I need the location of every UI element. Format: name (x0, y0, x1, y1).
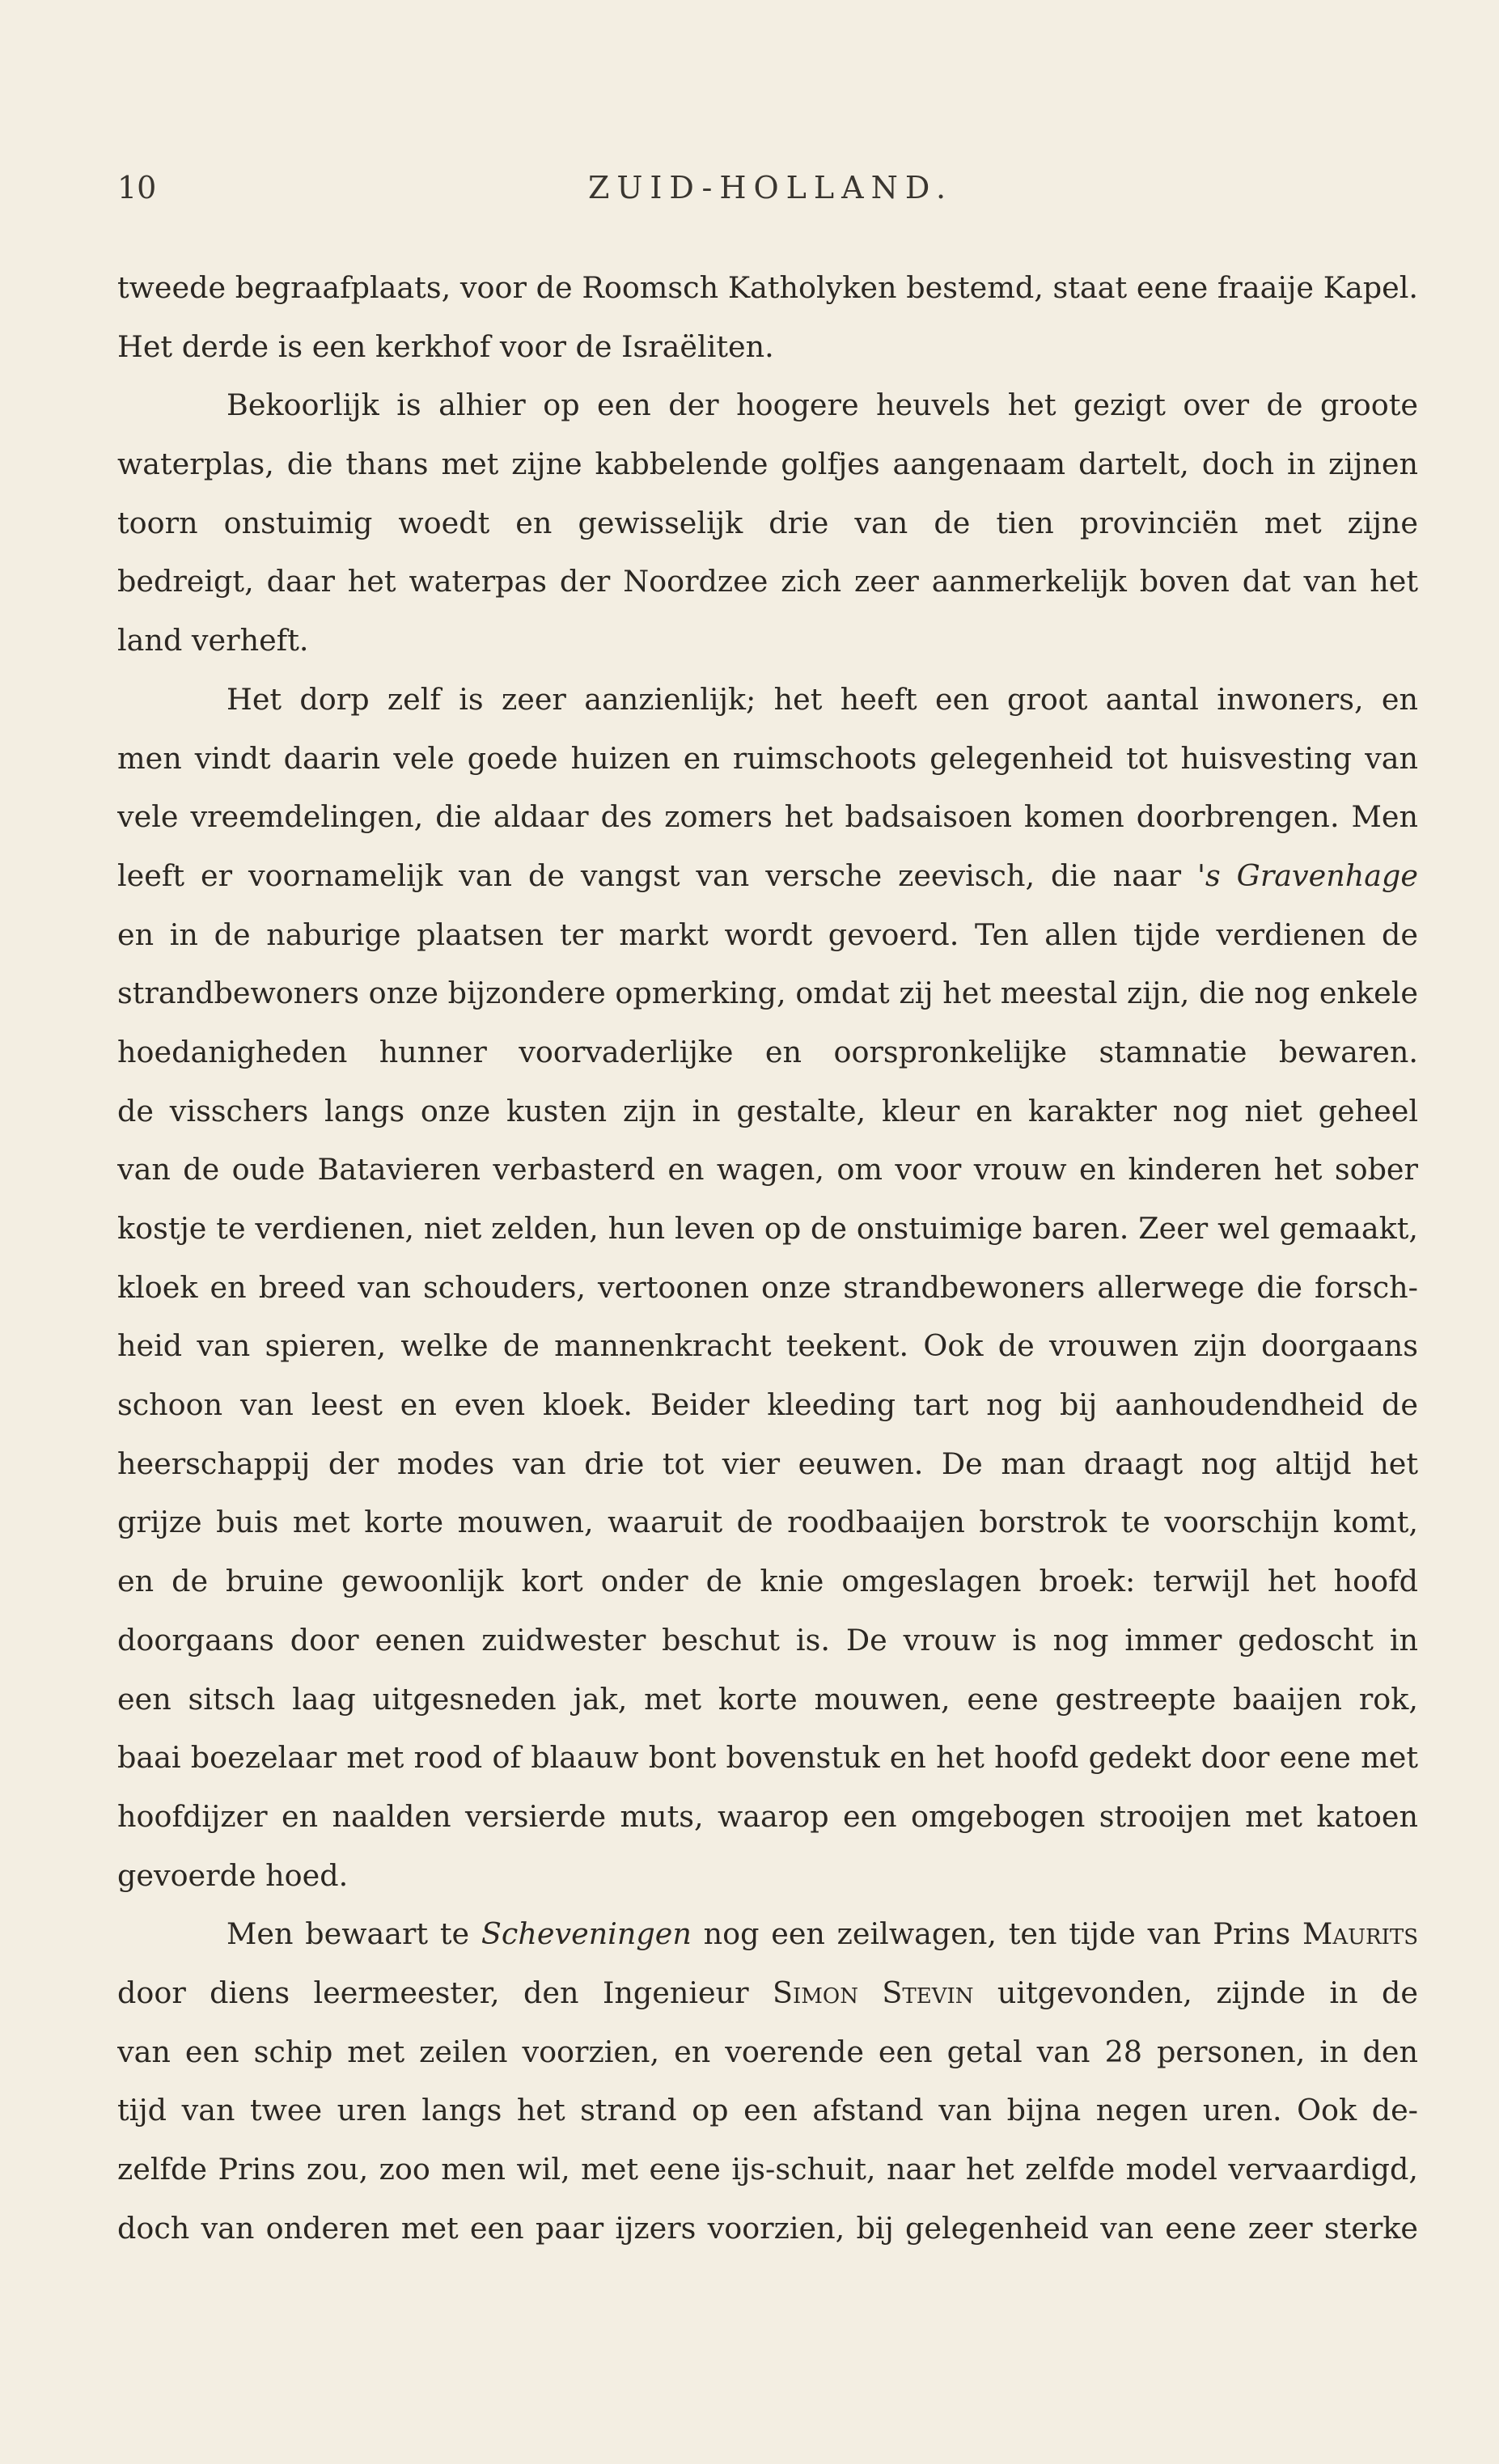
text-line: van de oude Batavieren verbasterd en wagen, om voor vrouw en kinderen het sober (117, 1152, 1418, 1188)
text-line: land verheft. (117, 623, 309, 658)
text-line: en de bruine gewoonlijk kort onder de knie omgeslagen broek: terwijl het hoofd (117, 1564, 1418, 1599)
person-name: Simon Stevin (773, 1975, 974, 2010)
running-title: ZUID-HOLLAND. (587, 170, 954, 205)
text-line: heerschappij der modes van drie tot vier eeuwen. De man draagt nog altijd het (117, 1446, 1418, 1481)
text-line: tweede begraafplaats, voor de Roomsch Katholyken bestemd, staat eene fraaije Kapel. (117, 270, 1418, 305)
text-line: vele vreemdelingen, die aldaar des zomers het badsaisoen komen doorbrengen. Men (117, 799, 1418, 835)
page-header (117, 170, 1424, 218)
place-name: Scheveningen (481, 1916, 692, 1952)
text-segment: door diens leermeester, den Ingenieur (117, 1975, 749, 2010)
text-line: Het derde is een kerkhof voor de Israëliten. (117, 328, 774, 364)
text-segment: leeft er voornamelijk van de vangst van versche zeevisch, die naar (117, 857, 1182, 893)
text-line: doch van onderen met een paar ijzers voorzien, bij gelegenheid van eene zeer sterke (117, 2210, 1418, 2246)
text-line: een sitsch laag uitgesneden jak, met korte mouwen, eene gestreepte baaijen rok, (117, 1681, 1418, 1717)
text-line: zelfde Prins zou, zoo men wil, met eene ijs-schuit, naar het zelfde model vervaardigd, (117, 2152, 1418, 2187)
text-line: baai boezelaar met rood of blaauw bont bovenstuk en het hoofd gedekt door eene met (117, 1740, 1418, 1776)
text-line: de visschers langs onze kusten zijn in gestalte, kleur en karakter nog niet geheel (117, 1093, 1418, 1128)
text-line: bedreigt, daar het waterpas der Noordzee zich zeer aanmerkelijk boven dat van het (117, 564, 1418, 599)
text-line: heid van spieren, welke de mannenkracht teekent. Ook de vrouwen zijn doorgaans (117, 1328, 1418, 1364)
text-line: toorn onstuimig woedt en gewisselijk drie van de tien provinciën met zijne (117, 505, 1418, 540)
text-line: kloek en breed van schouders, vertoonen onze strandbewoners allerwege die forsch- (117, 1269, 1418, 1305)
text-line: doorgaans door eenen zuidwester beschut is. De vrouw is nog immer gedoscht in (117, 1622, 1418, 1657)
page-number: 10 (117, 170, 157, 205)
text-line: Bekoorlijk is alhier op een der hoogere heuvels het gezigt over de groote (227, 387, 1418, 423)
text-line: strandbewoners onze bijzondere opmerking, omdat zij het meestal zijn, die nog enkele (117, 976, 1418, 1011)
text-line: hoofdijzer en naalden versierde muts, waarop een omgebogen strooijen met katoen (117, 1798, 1418, 1834)
text-line: tijd van twee uren langs het strand op een afstand van bijna negen uren. Ook de- (117, 2093, 1418, 2128)
person-name: Maurits (1302, 1916, 1418, 1952)
text-segment: Men bewaart te (227, 1916, 470, 1952)
text-line: men vindt daarin vele goede huizen en ruimschoots gelegenheid tot huisvesting van (117, 740, 1418, 776)
text-segment: nog een zeilwagen, ten tijde van Prins (703, 1916, 1291, 1952)
text-line: en in de naburige plaatsen ter markt wordt gevoerd. Ten allen tijde verdienen de (117, 917, 1418, 952)
text-line: schoon van leest en even kloek. Beider kleeding tart nog bij aanhoudendheid de (117, 1387, 1418, 1423)
body-text (117, 259, 1418, 2258)
place-name: 's Gravenhage (1196, 857, 1418, 893)
text-line: hoedanigheden hunner voorvaderlijke en oorspronkelijke stamnatie bewaren. (117, 1034, 1418, 1069)
text-line: kostje te verdienen, niet zelden, hun leven op de onstuimige baren. Zeer wel gemaakt, (117, 1211, 1418, 1246)
text-line: grijze buis met korte mouwen, waaruit de roodbaaijen borstrok te voorschijn komt, (117, 1505, 1418, 1540)
text-segment: uitgevonden, zijnde in de (997, 1975, 1418, 2010)
text-line: gevoerde hoed. (117, 1857, 349, 1893)
text-line: Het dorp zelf is zeer aanzienlijk; het heeft een groot aantal inwoners, en (227, 681, 1418, 717)
text-line: van een schip met zeilen voorzien, en voerende een getal van 28 personen, in den (117, 2034, 1418, 2069)
text-line (117, 847, 1418, 906)
text-line: waterplas, die thans met zijne kabbelende golfjes aangenaam dartelt, doch in zijnen (117, 447, 1418, 482)
text-line (117, 1964, 1418, 2023)
text-line (117, 1905, 1418, 1964)
